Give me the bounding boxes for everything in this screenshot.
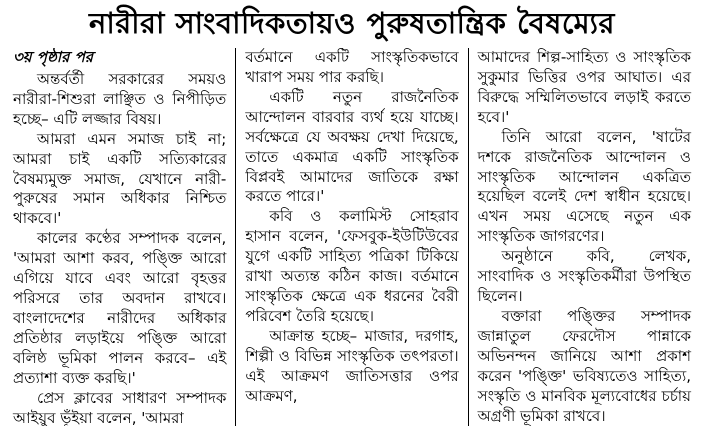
article-column-2 xyxy=(235,48,467,426)
paragraph: আক্রান্ত হচ্ছে– মাজার, দরগাহ, শিল্পী ও বিভিন্ন সাংস্কৃতিক তৎপরতা। এই আক্রমণ জাতিসত্তার ওপর আক্রমণ, xyxy=(245,327,459,405)
paragraph: কবি ও কলামিস্ট সোহরাব হাসান বলেন, 'ফেসবুক-ইউটিউবের যুগে একটি সাহিত্য পত্রিকা টিকিয়ে রাখা অত্যন্ত কঠিন কাজ। বর্তমানে সাংস্কৃতিক ক্ষেত্রে এক ধরনের বৈরী পরিবেশ তৈরি হয়েছে। xyxy=(245,207,459,326)
paragraph: কালের কণ্ঠের সম্পাদক বলেন, 'আমরা আশা করব, পঙ্ক্তি আরো এগিয়ে যাবে এবং আরো বৃহত্তর পরিসরে তার অবদান রাখবে। বাংলাদেশের নারীদের অধিকার প্রতিষ্ঠার লড়াইয়ে পঙ্ক্তি আরো বলিষ্ঠ ভূমিকা পালন করবে– এই প্রত্যাশা ব্যক্ত করছি।' xyxy=(13,229,227,387)
paragraph: অনুষ্ঠানে কবি, লেখক, সাংবাদিক ও সংস্কৃতিকর্মীরা উপস্থিত ছিলেন। xyxy=(477,247,691,306)
paragraph: আমরা এমন সমাজ চাই না; আমরা চাই একটি সত্যিকারের বৈষম্যমুক্ত সমাজ, যেখানে নারী-পুরুষের সমান অধিকার নিশ্চিত থাকবে।' xyxy=(13,129,227,228)
paragraph: বক্তারা পঙ্ক্তির সম্পাদক জান্নাতুল ফেরদৌস পান্নাকে অভিনন্দন জানিয়ে আশা প্রকাশ করেন 'পঙ্ক্তি' ভবিষ্যতেও সাহিত্য, সংস্কৃতি ও মানবিক মূল্যবোধের চর্চায় অগ্রণী ভূমিকা রাখবে। xyxy=(477,307,691,425)
continued-from-page-marker: ৩য় পৃষ্ঠার পর xyxy=(13,47,94,66)
article-column-1 xyxy=(4,48,235,426)
paragraph-continuation: আমাদের শিল্প-সাহিত্য ও সাংস্কৃতিক সুকুমার ভিত্তির ওপর আঘাত। এর বিরুদ্ধে সম্মিলিতভাবে লড়াই করতে হবে।' xyxy=(477,47,691,126)
paragraph: তিনি আরো বলেন, 'ষাটের দশকে রাজনৈতিক আন্দোলন ও সাংস্কৃতিক আন্দোলন একত্রিত হয়েছিল বলেই দেশ স্বাধীন হয়েছে। এখন সময় এসেছে নতুন এক সাংস্কৃতিক জাগরণের। xyxy=(477,127,691,246)
paragraph: একটি নতুন রাজনৈতিক আন্দোলন বারবার ব্যর্থ হয়ে যাচ্ছে। সর্বক্ষেত্রে যে অবক্ষয় দেখা দিয়েছে, তাতে একমাত্র একটি সাংস্কৃতিক বিপ্লবই আমাদের জাতিকে রক্ষা করতে পারে।' xyxy=(245,87,459,206)
paragraph: অন্তর্বর্তী সরকারের সময়ও নারীরা-শিশুরা লাঞ্ছিত ও নিপীড়িত হচ্ছে– এটি লজ্জার বিষয়। xyxy=(13,69,227,128)
article-column-3 xyxy=(468,48,700,426)
paragraph: প্রেস ক্লাবের সাধারণ সম্পাদক আইয়ুব ভূঁইয়া বলেন, 'আমরা xyxy=(13,388,227,426)
paragraph-continuation: বর্তমানে একটি সাংস্কৃতিকভাবে খারাপ সময় পার করছি। xyxy=(245,47,459,86)
article-body xyxy=(0,46,704,432)
article-headline: নারীরা সাংবাদিকতায়ও পুরুষতান্ত্রিক বৈষম্যের xyxy=(89,6,615,40)
